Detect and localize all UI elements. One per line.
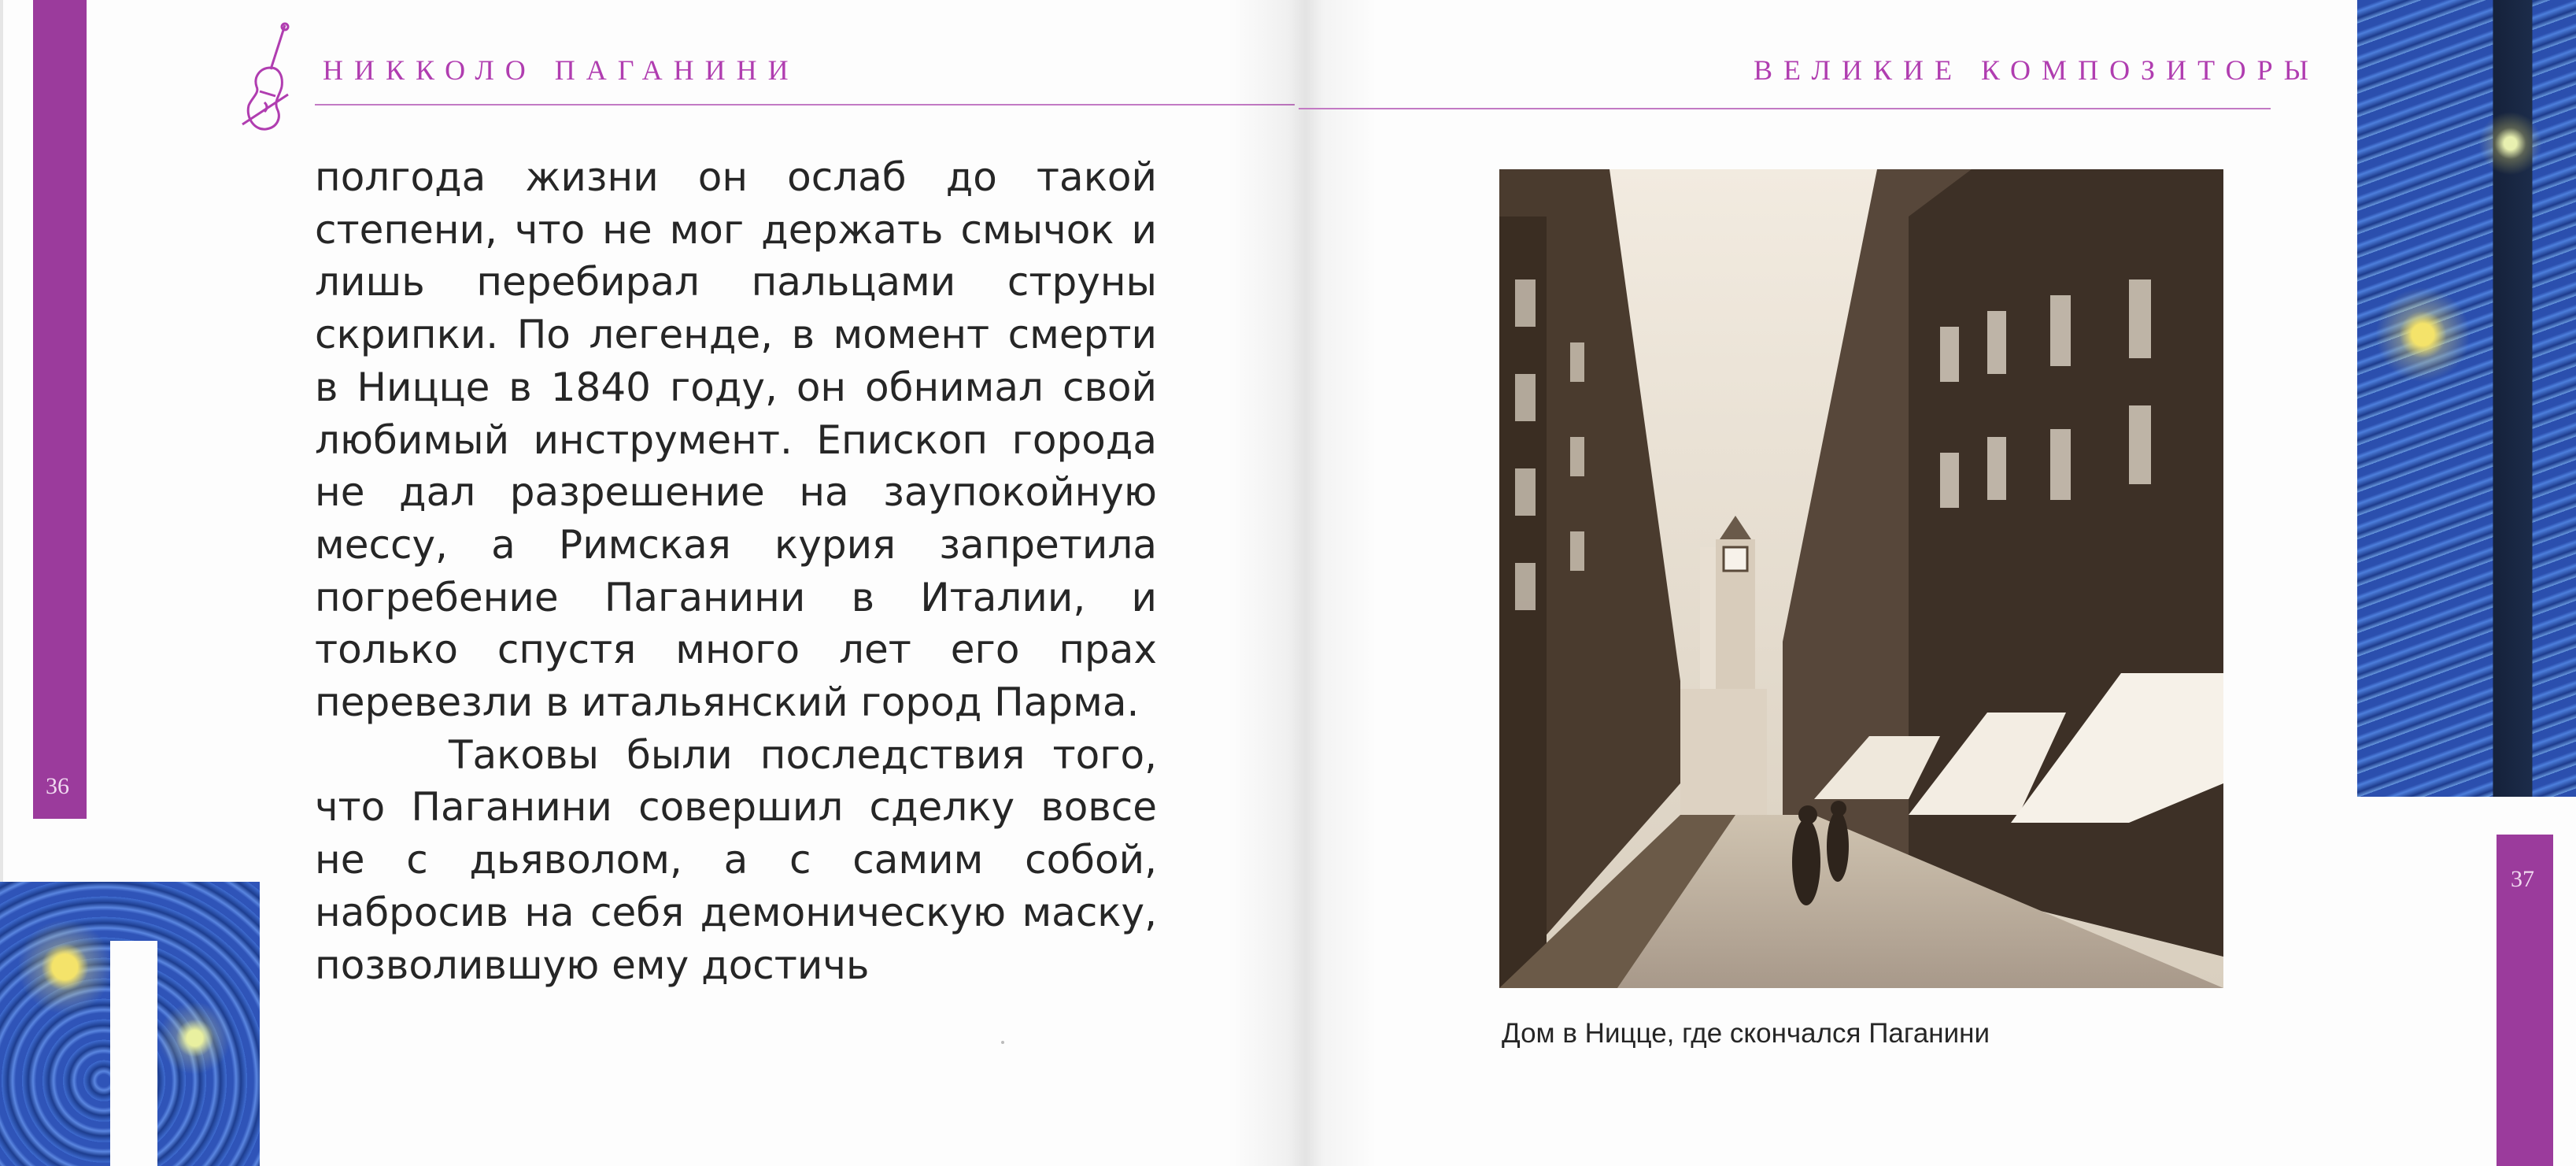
page-number-right: 37	[2511, 866, 2534, 892]
photo-caption: Дом в Ницце, где скончался Паганини	[1502, 1018, 1990, 1049]
left-accent-bar	[33, 0, 87, 819]
painting-cutout	[110, 941, 157, 1166]
paragraph: Таковы были последствия того, что Паганини совершил сделку вовсе не с дьяволом, а с самим собой, набросив на себя демоническую маску, позволившую ему достичь	[315, 731, 1157, 988]
painting-fragment-left	[0, 882, 260, 1166]
page-number-left: 36	[46, 773, 69, 799]
painting-fragment-right	[2357, 0, 2576, 797]
book-gutter	[1228, 0, 1377, 1166]
running-head-left: НИККОЛО ПАГАНИНИ	[323, 54, 800, 86]
header-rule-right	[1299, 108, 2271, 109]
paragraph: полгода жизни он ослаб до такой степени, что не мог держать смычок и лишь перебирал пальцами струны скрипки. По легенде, в момент смерти в Ницце в 1840 году, он обнимал свой любимый инструмент. Епископ города не дал разрешение на заупокойную мессу, а Римская курия запретила погребение Паганини в Италии, и только спустя много лет его прах перевезли в итальянский город Парма.	[315, 154, 1157, 726]
header-rule-left	[315, 104, 1295, 105]
violin-icon	[236, 22, 299, 140]
print-speck	[1001, 1041, 1004, 1044]
street-photo	[1499, 169, 2223, 988]
running-head-right: ВЕЛИКИЕ КОМПОЗИТОРЫ	[1754, 54, 2320, 86]
body-text	[315, 151, 1157, 991]
